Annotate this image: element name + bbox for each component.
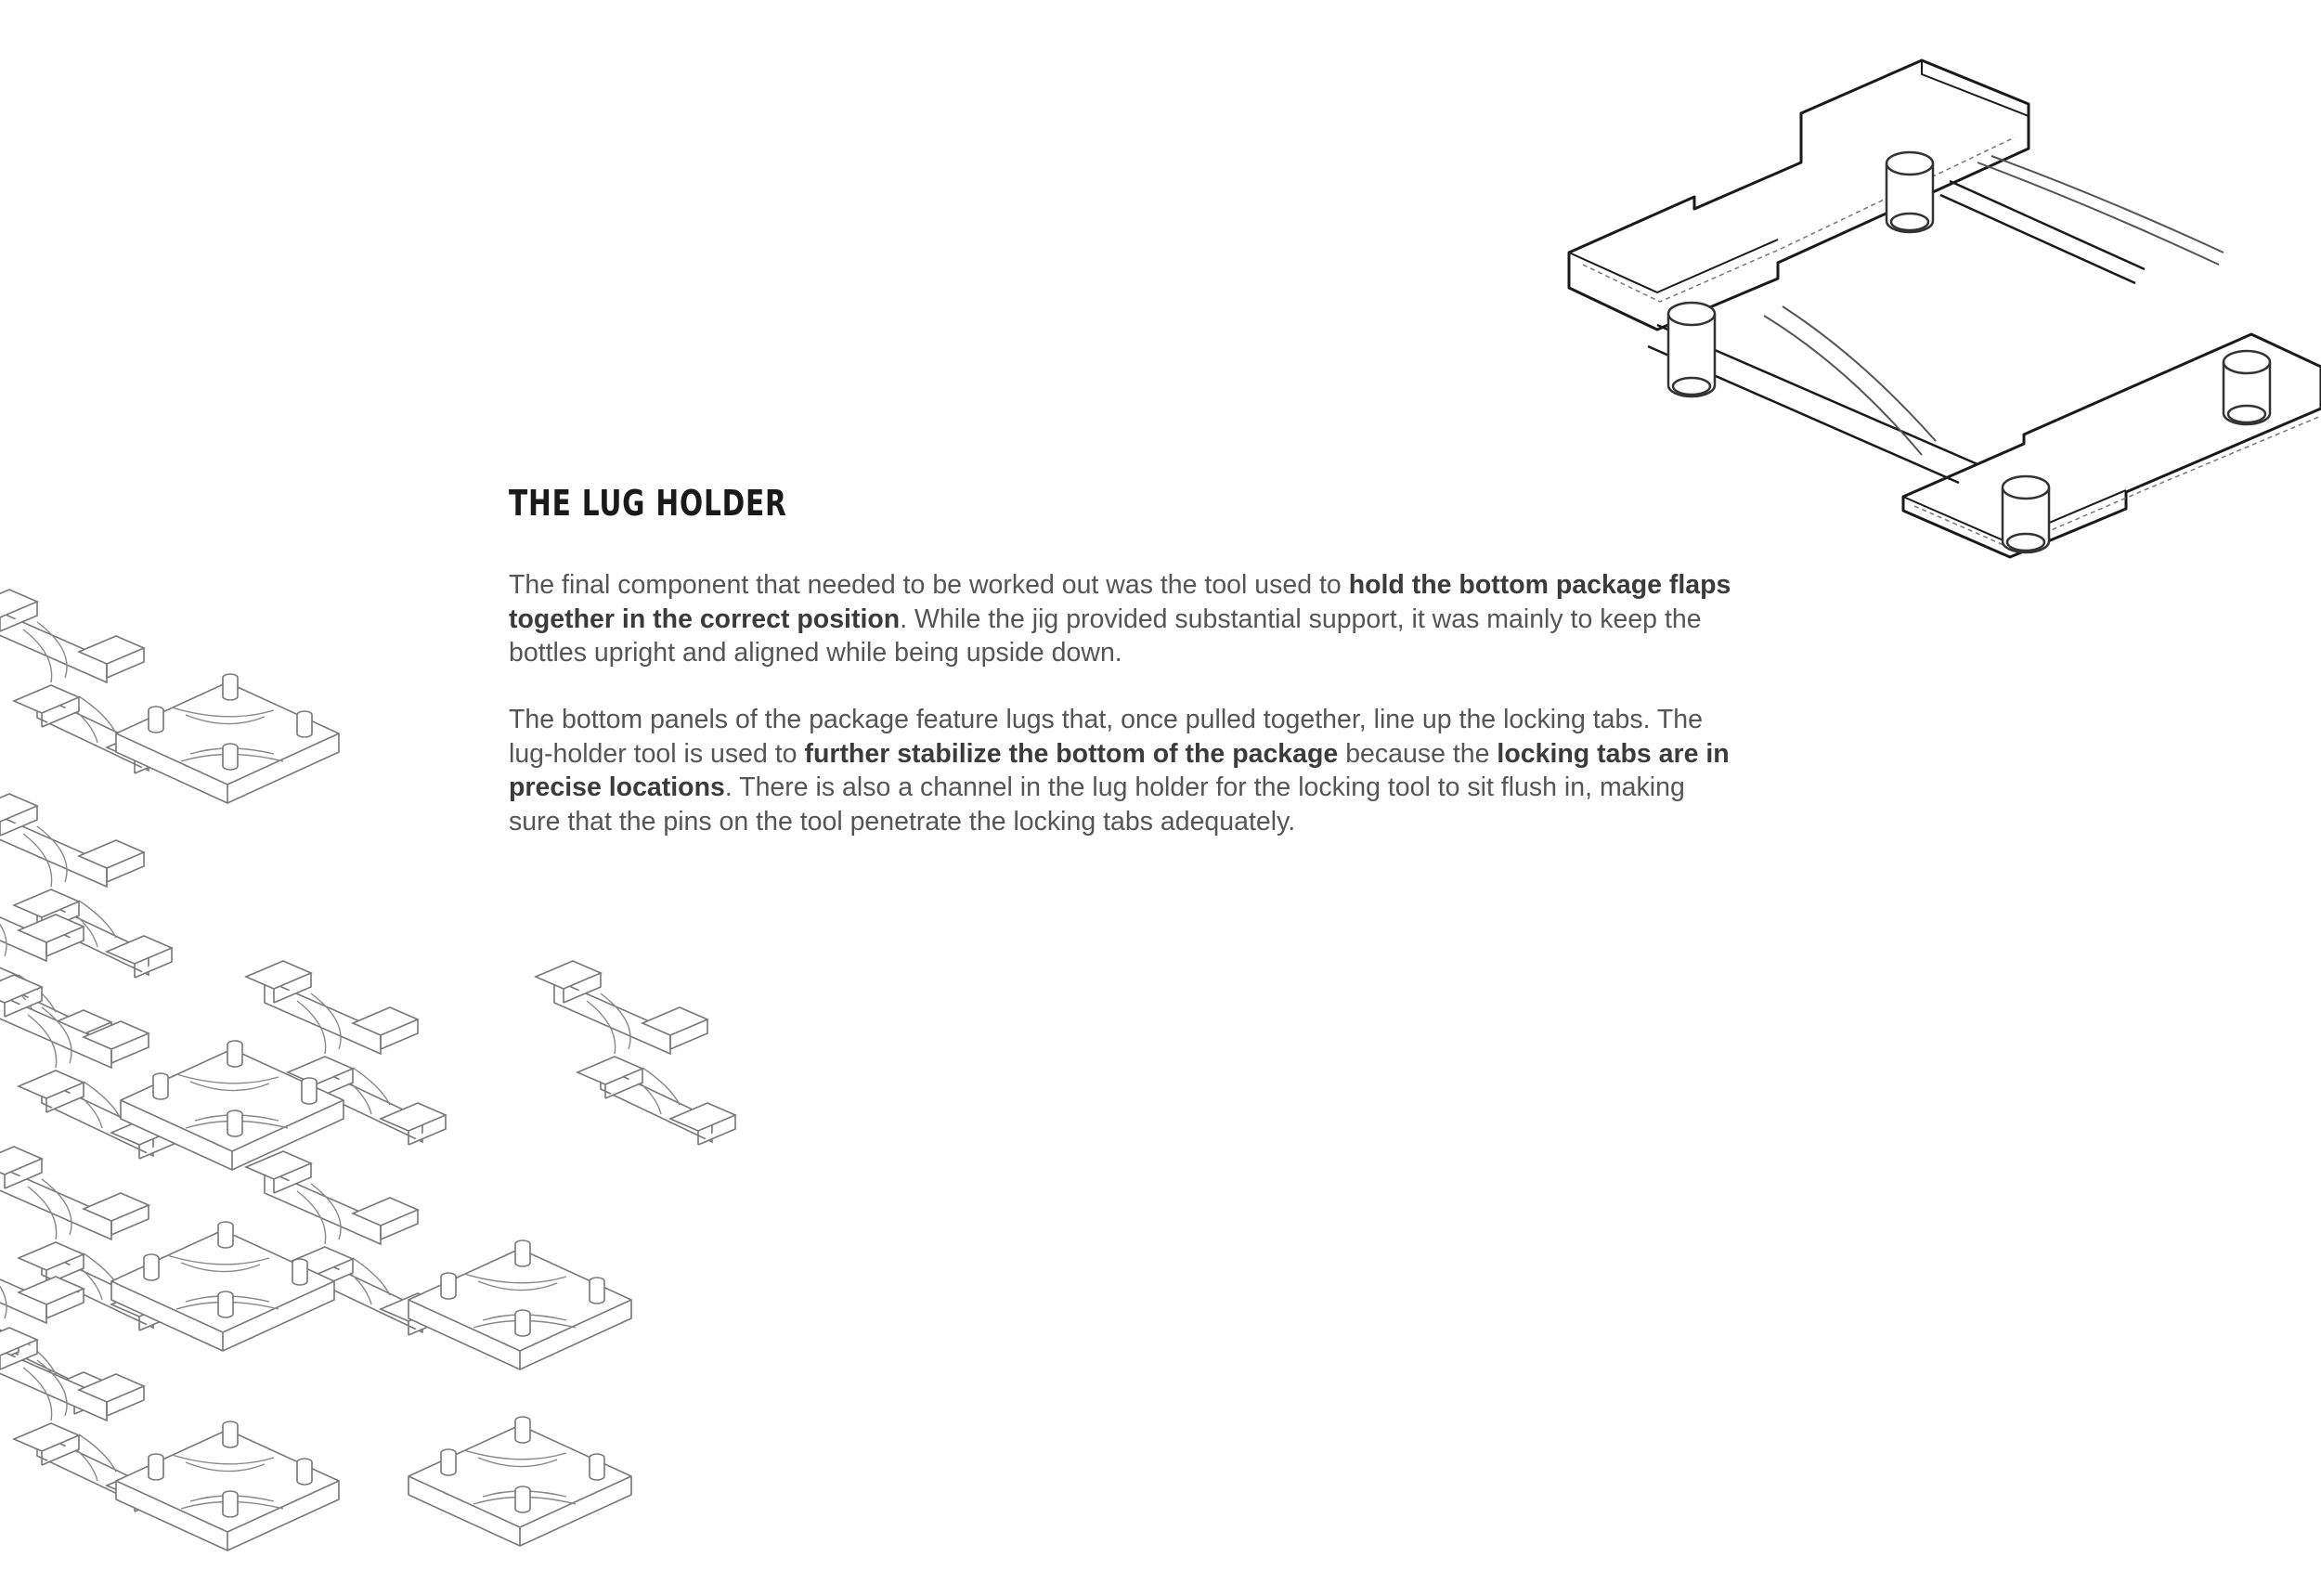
text-segment: . While the jig provided substantial support, it was mainly to keep the bottles upright and aligned while being upside down.: [509, 603, 1702, 668]
text-segment: The bottom panels of the package feature lugs that, once pulled together, line up the locking tabs. The lug-holder tool is used to: [509, 705, 1704, 769]
body-paragraph-1: [509, 568, 1744, 670]
page-title: THE LUG HOLDER: [509, 483, 787, 524]
emphasis-segment: locking tabs are in precise locations: [509, 738, 1730, 802]
text-segment: . There is also a channel in the lug holder for the locking tool to sit flush in, making sure that the pins on the tool penetrate the locking tabs adequately.: [509, 772, 1685, 837]
emphasis-segment: hold the bottom package flaps together in the correct position: [509, 570, 1731, 634]
text-segment: The final component that needed to be worked out was the tool used to: [509, 570, 1349, 600]
body-paragraph-2: [509, 703, 1744, 838]
text-segment: because the: [1338, 738, 1498, 769]
emphasis-segment: further stabilize the bottom of the package: [804, 738, 1339, 769]
lug-holder-hero-drawing: [1569, 60, 2321, 557]
